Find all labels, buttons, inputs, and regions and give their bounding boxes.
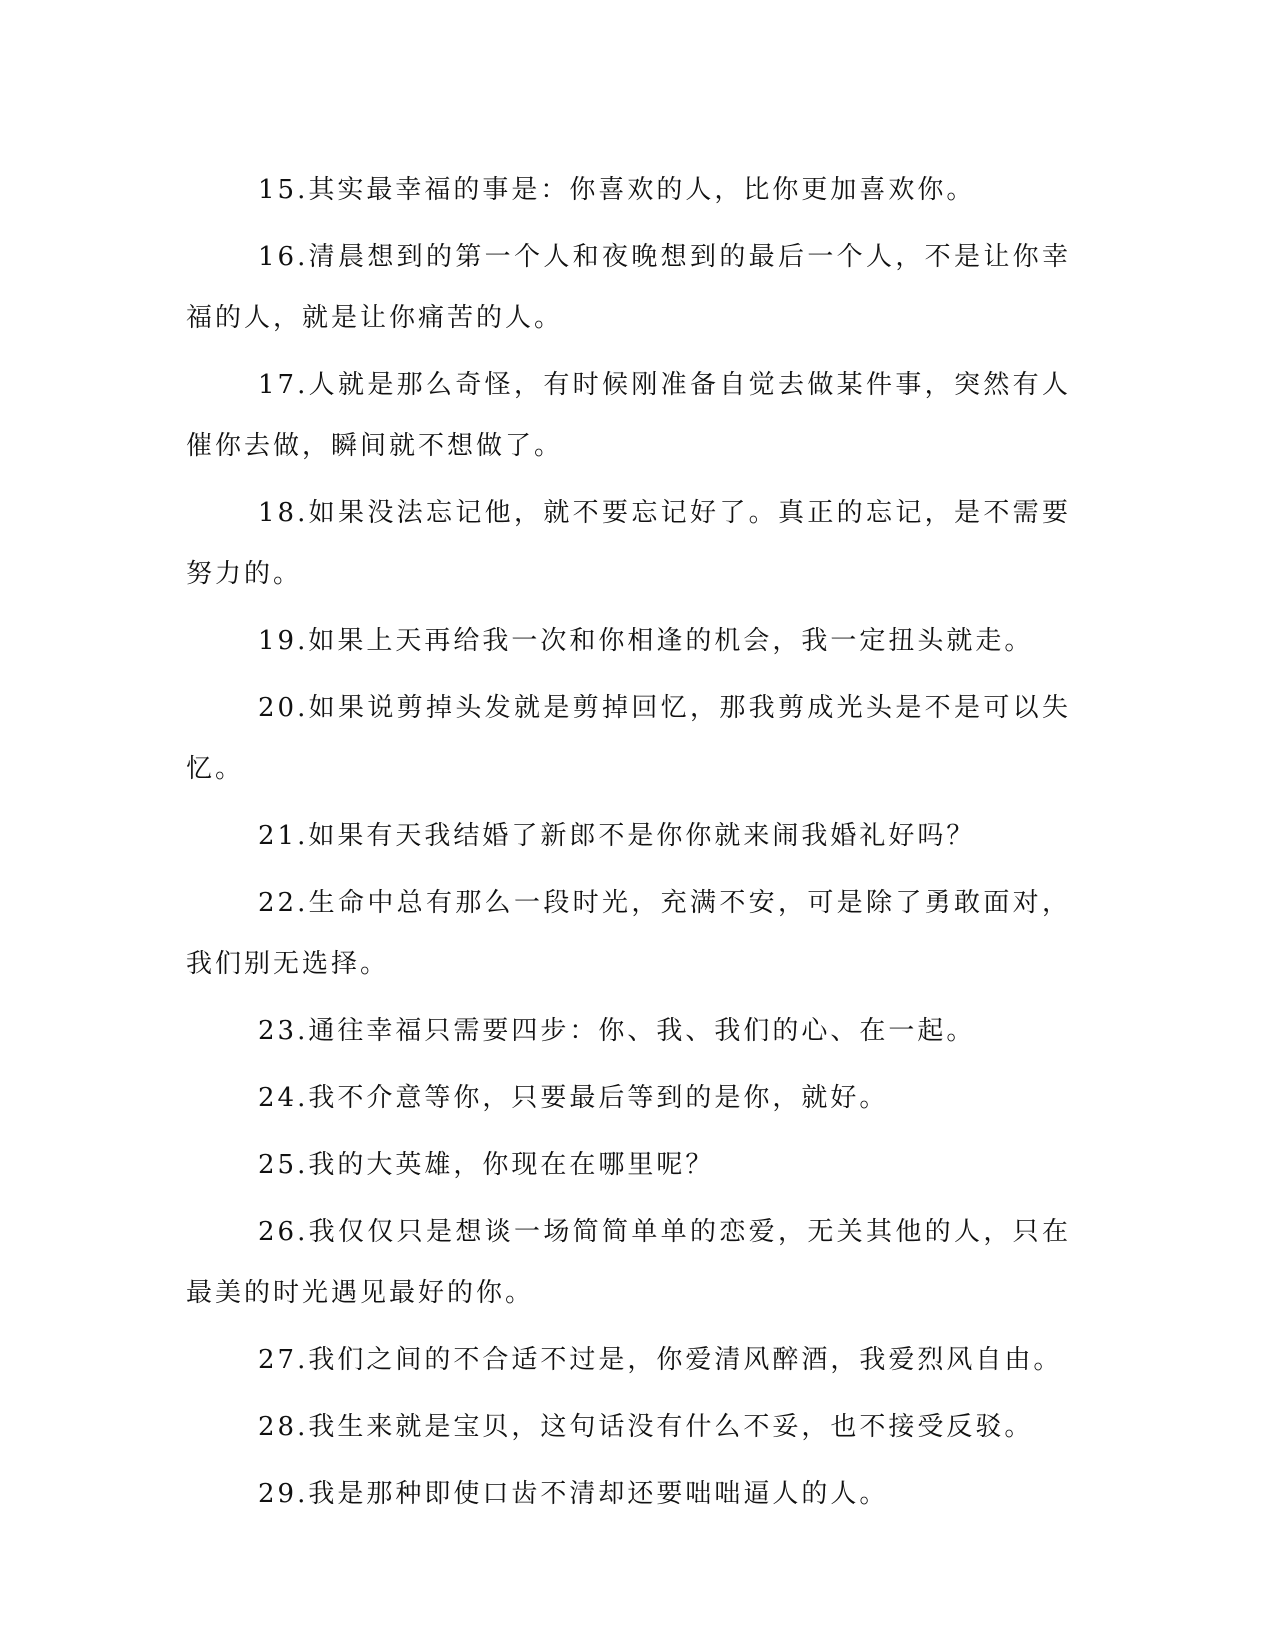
document-body bbox=[186, 160, 1071, 1531]
paragraph-27: 27.我们之间的不合适不过是，你爱清风醉酒，我爱烈风自由。 bbox=[258, 1345, 1063, 1375]
paragraph-16: 16.清晨想到的第一个人和夜晚想到的最后一个人，不是让你幸福的人，就是让你痛苦的人。 bbox=[186, 242, 1071, 333]
paragraph-21: 21.如果有天我结婚了新郎不是你你就来闹我婚礼好吗？ bbox=[258, 821, 976, 851]
paragraph-26: 26.我仅仅只是想谈一场简简单单的恋爱，无关其他的人，只在最美的时光遇见最好的你。 bbox=[186, 1217, 1071, 1308]
paragraph-18: 18.如果没法忘记他，就不要忘记好了。真正的忘记，是不需要努力的。 bbox=[186, 498, 1071, 589]
paragraph-19: 19.如果上天再给我一次和你相逢的机会，我一定扭头就走。 bbox=[258, 626, 1034, 656]
paragraph-25: 25.我的大英雄，你现在在哪里呢？ bbox=[258, 1150, 715, 1180]
paragraph-28: 28.我生来就是宝贝，这句话没有什么不妥，也不接受反驳。 bbox=[258, 1412, 1034, 1442]
paragraph-22: 22.生命中总有那么一段时光，充满不安，可是除了勇敢面对，我们别无选择。 bbox=[186, 888, 1071, 979]
paragraph-24: 24.我不介意等你，只要最后等到的是你，就好。 bbox=[258, 1083, 889, 1113]
paragraph-20: 20.如果说剪掉头发就是剪掉回忆，那我剪成光头是不是可以失忆。 bbox=[186, 693, 1071, 784]
paragraph-15: 15.其实最幸福的事是：你喜欢的人，比你更加喜欢你。 bbox=[258, 175, 976, 205]
paragraph-17: 17.人就是那么奇怪，有时候刚准备自觉去做某件事，突然有人催你去做，瞬间就不想做了。 bbox=[186, 370, 1071, 461]
paragraph-23: 23.通往幸福只需要四步：你、我、我们的心、在一起。 bbox=[258, 1016, 976, 1046]
paragraph-29: 29.我是那种即使口齿不清却还要咄咄逼人的人。 bbox=[258, 1479, 889, 1509]
